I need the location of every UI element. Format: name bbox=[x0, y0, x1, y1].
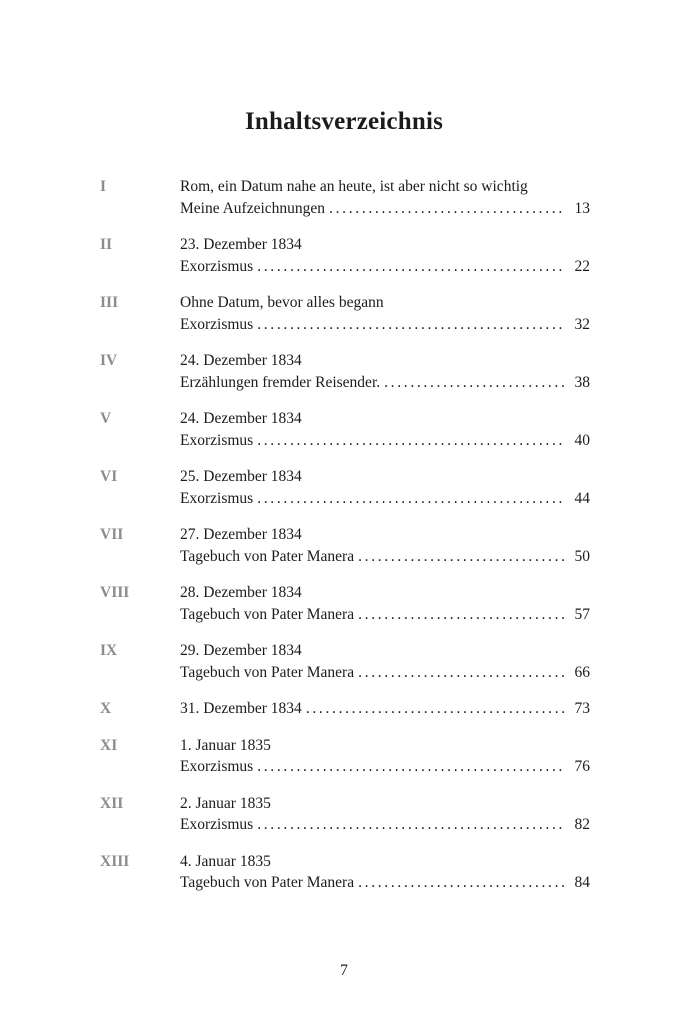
chapter-page-number: 84 bbox=[574, 874, 590, 891]
chapter-section-title: Tagebuch von Pater Manera bbox=[180, 547, 355, 565]
page-number: 7 bbox=[340, 962, 348, 979]
toc-entry bbox=[100, 524, 590, 567]
chapter-section-title: Erzählungen fremder Reisender. bbox=[180, 373, 381, 391]
chapter-date: 27. Dezember 1834 bbox=[180, 526, 302, 543]
chapter-numeral: VI bbox=[100, 468, 118, 485]
chapter-date: 24. Dezember 1834 bbox=[180, 410, 302, 427]
dot-leader bbox=[358, 662, 566, 684]
chapter-section-line[interactable] bbox=[180, 198, 590, 220]
chapter-section-line[interactable] bbox=[180, 872, 590, 894]
chapter-date: 1. Januar 1835 bbox=[180, 736, 271, 754]
chapter-section-line[interactable] bbox=[180, 256, 590, 278]
chapter-page-number: 13 bbox=[574, 199, 590, 217]
chapter-section-line[interactable] bbox=[180, 814, 590, 836]
chapter-section-line[interactable] bbox=[180, 662, 590, 684]
chapter-page-number: 38 bbox=[574, 373, 590, 391]
chapter-section-title: Meine Aufzeichnungen bbox=[180, 199, 326, 217]
chapter-section-title: Exorzismus bbox=[180, 431, 254, 449]
chapter-section-line[interactable] bbox=[180, 488, 590, 510]
chapter-page-number: 57 bbox=[574, 605, 590, 623]
chapter-page-number: 76 bbox=[574, 758, 590, 775]
toc-entry bbox=[100, 234, 590, 277]
chapter-page-number: 40 bbox=[574, 431, 590, 449]
toc-entry bbox=[100, 851, 590, 894]
chapter-section-line[interactable] bbox=[180, 546, 590, 568]
chapter-date: Ohne Datum, bevor alles begann bbox=[180, 294, 384, 311]
chapter-numeral: XII bbox=[100, 794, 124, 812]
toc-entry bbox=[100, 176, 590, 219]
chapter-numeral: V bbox=[100, 410, 112, 427]
toc-entry bbox=[100, 466, 590, 509]
chapter-page-number: 82 bbox=[574, 816, 590, 833]
dot-leader bbox=[257, 488, 566, 510]
dot-leader bbox=[257, 814, 566, 836]
chapter-section-title: Exorzismus bbox=[180, 257, 254, 275]
chapter-date: 24. Dezember 1834 bbox=[180, 352, 302, 369]
chapter-numeral: III bbox=[100, 294, 119, 311]
chapter-section-title: Tagebuch von Pater Manera bbox=[180, 663, 355, 681]
chapter-page-number: 22 bbox=[574, 257, 590, 275]
chapter-section-title: Tagebuch von Pater Manera bbox=[180, 874, 355, 891]
chapter-date: 4. Januar 1835 bbox=[180, 852, 271, 870]
dot-leader bbox=[257, 430, 566, 452]
dot-leader bbox=[257, 256, 566, 278]
chapter-section-line[interactable] bbox=[180, 756, 590, 778]
chapter-page-number: 73 bbox=[574, 700, 590, 717]
chapter-section-line[interactable] bbox=[180, 604, 590, 626]
dot-leader bbox=[358, 872, 566, 894]
chapter-date: 31. Dezember 1834 bbox=[180, 700, 302, 717]
page-title: Inhaltsverzeichnis bbox=[244, 108, 444, 135]
chapter-numeral: VII bbox=[100, 526, 124, 543]
table-of-contents bbox=[100, 176, 590, 909]
chapter-section-title: Tagebuch von Pater Manera bbox=[180, 605, 355, 623]
dot-leader bbox=[358, 604, 566, 626]
chapter-date: 23. Dezember 1834 bbox=[180, 236, 302, 253]
dot-leader bbox=[306, 698, 566, 720]
chapter-numeral: IX bbox=[100, 642, 118, 659]
dot-leader bbox=[257, 756, 566, 778]
chapter-date: 2. Januar 1835 bbox=[180, 794, 271, 812]
chapter-numeral: VIII bbox=[100, 584, 130, 601]
toc-entry bbox=[100, 292, 590, 335]
toc-entry bbox=[100, 793, 590, 836]
chapter-date: 28. Dezember 1834 bbox=[180, 584, 302, 601]
chapter-date: 25. Dezember 1834 bbox=[180, 468, 302, 485]
chapter-date: 29. Dezember 1834 bbox=[180, 642, 302, 659]
chapter-section-line[interactable] bbox=[180, 430, 590, 452]
toc-entry bbox=[100, 582, 590, 625]
toc-entry bbox=[100, 698, 590, 720]
chapter-section-title: Exorzismus bbox=[180, 758, 254, 775]
chapter-section-line[interactable] bbox=[180, 698, 590, 720]
chapter-page-number: 50 bbox=[574, 547, 590, 565]
chapter-section-line[interactable] bbox=[180, 372, 590, 394]
toc-entry bbox=[100, 735, 590, 778]
chapter-page-number: 32 bbox=[574, 315, 590, 333]
dot-leader bbox=[384, 372, 566, 394]
chapter-section-title: Exorzismus bbox=[180, 315, 254, 333]
chapter-section-line[interactable] bbox=[180, 314, 590, 336]
chapter-numeral: IV bbox=[100, 352, 118, 369]
chapter-numeral: X bbox=[100, 700, 112, 717]
chapter-numeral: I bbox=[100, 178, 107, 195]
chapter-page-number: 44 bbox=[574, 489, 590, 507]
toc-entry bbox=[100, 408, 590, 451]
chapter-numeral: XIII bbox=[100, 852, 130, 870]
chapter-section-title: Exorzismus bbox=[180, 816, 254, 833]
toc-entry bbox=[100, 640, 590, 683]
dot-leader bbox=[358, 546, 566, 568]
chapter-numeral: XI bbox=[100, 736, 118, 754]
toc-entry bbox=[100, 350, 590, 393]
dot-leader bbox=[329, 198, 566, 220]
chapter-page-number: 66 bbox=[574, 663, 590, 681]
chapter-section-title: Exorzismus bbox=[180, 489, 254, 507]
chapter-numeral: II bbox=[100, 236, 113, 253]
dot-leader bbox=[257, 314, 566, 336]
chapter-date: Rom, ein Datum nahe an heute, ist aber nicht so wichtig bbox=[180, 178, 528, 195]
